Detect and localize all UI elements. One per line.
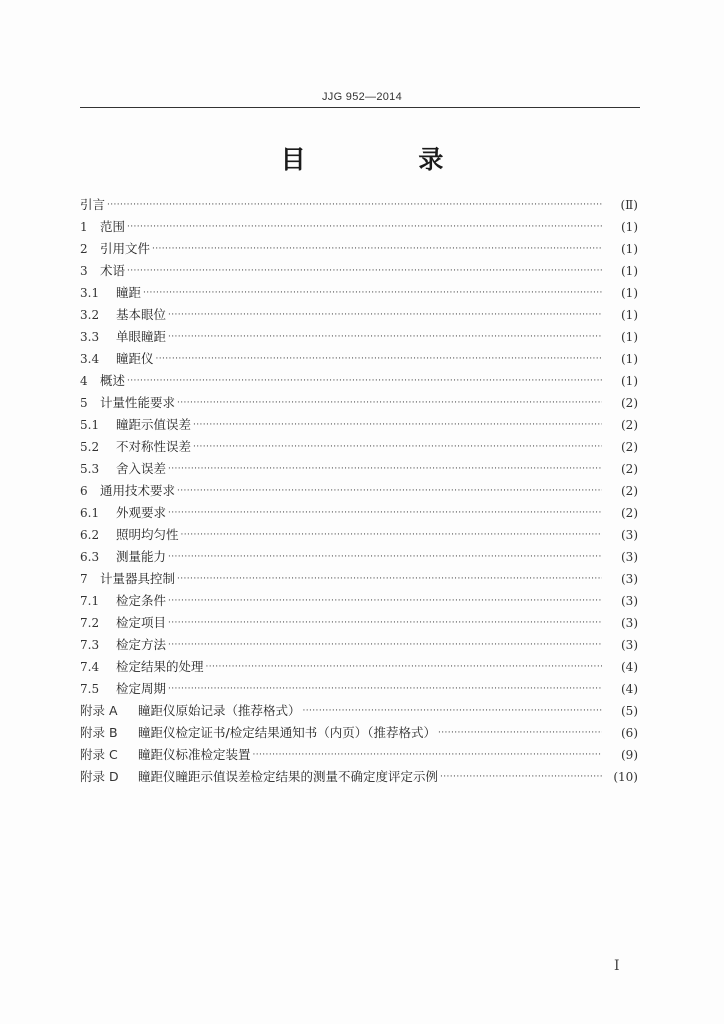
toc-entry-page: (1) [621,286,638,300]
toc-entry-label: 引言 [80,197,106,212]
toc-dot-leader [193,414,602,436]
toc-entry-page: (3) [621,550,638,564]
toc-entry-label: 检定项目 [116,615,167,630]
toc-entry-number: 7.1 [80,594,100,608]
toc-dot-leader [143,282,602,304]
toc-entry [80,304,638,326]
toc-entry-page: (4) [621,682,638,696]
toc-entry-number: 附录 A [80,703,118,718]
toc-entry-number: 附录 C [80,747,118,762]
toc-entry-number: 5.3 [80,462,100,476]
page-title: 目 录 [280,145,496,174]
toc-dot-leader [303,700,602,722]
toc-entry-number: 7.3 [80,638,100,652]
toc-entry-number: 7.2 [80,616,100,630]
toc-entry-number: 7 [80,572,88,586]
toc-entry-page: (1) [621,352,638,366]
toc-entry-label: 瞳距仪 [116,351,154,366]
page-number: I [614,958,620,974]
toc-entry-label: 舍入误差 [116,461,167,476]
toc-dot-leader [168,546,602,568]
toc-entry [80,656,638,678]
toc-entry-page: (Ⅱ) [620,198,638,212]
toc-entry [80,216,638,238]
toc-dot-leader [152,238,602,260]
toc-entry-page: (2) [621,484,638,498]
toc-entry-label: 测量能力 [116,549,167,564]
toc-dot-leader [168,612,602,634]
toc-entry-number: 6.2 [80,528,100,542]
toc-dot-leader [177,392,602,414]
toc-entry [80,678,638,700]
toc-dot-leader [253,744,602,766]
toc-entry-label: 瞳距仪标准检定装置 [138,747,251,762]
toc-dot-leader [127,370,602,392]
toc-dot-leader [107,194,602,216]
toc-entry-number: 7.5 [80,682,100,696]
toc-dot-leader [168,590,602,612]
toc-entry-label: 瞳距示值误差 [116,417,192,432]
toc-entry-page: (6) [621,726,638,740]
toc-entry [80,436,638,458]
toc-entry-page: (2) [621,440,638,454]
toc-entry [80,568,638,590]
toc-entry-number: 6.3 [80,550,100,564]
toc-entry [80,282,638,304]
toc-entry [80,700,638,722]
toc-entry-label: 检定条件 [116,593,167,608]
toc-entry [80,502,638,524]
toc-entry [80,590,638,612]
toc-entry-number: 5 [80,396,88,410]
toc-entry-label: 瞳距仪检定证书/检定结果通知书（内页）（推荐格式） [138,725,436,740]
toc-entry-number: 3.3 [80,330,100,344]
toc-dot-leader [168,502,602,524]
toc-dot-leader [168,678,602,700]
toc-entry-page: (5) [621,704,638,718]
toc-entry-label: 术语 [100,263,126,278]
toc-dot-leader [438,722,602,744]
toc-entry-page: (4) [621,660,638,674]
toc-entry-page: (3) [621,638,638,652]
toc-dot-leader [168,634,602,656]
toc-entry-label: 检定方法 [116,637,167,652]
toc-dot-leader [440,766,602,788]
toc-entry-number: 5.2 [80,440,100,454]
toc-entry-number: 3.1 [80,286,100,300]
toc-entry-page: (1) [621,220,638,234]
toc-entry-label: 范围 [100,219,126,234]
toc-entry-page: (3) [621,528,638,542]
toc-entry [80,634,638,656]
toc-entry-page: (3) [621,594,638,608]
toc-dot-leader [181,524,602,546]
toc-dot-leader [156,348,602,370]
toc-entry-label: 计量器具控制 [100,571,176,586]
toc-entry-page: (2) [621,462,638,476]
toc-dot-leader [193,436,602,458]
toc-entry-page: (2) [621,396,638,410]
toc-dot-leader [168,304,602,326]
toc-entry [80,480,638,502]
toc-entry-page: (1) [621,264,638,278]
toc-dot-leader [206,656,602,678]
toc-entry-number: 3.2 [80,308,100,322]
toc-entry-page: (3) [621,616,638,630]
toc-entry [80,744,638,766]
toc-entry-page: (1) [621,374,638,388]
toc-dot-leader [168,326,602,348]
toc-entry-label: 瞳距 [116,285,142,300]
toc-entry-number: 3.4 [80,352,100,366]
toc-entry-number: 6.1 [80,506,100,520]
toc-entry-label: 瞳距仪原始记录（推荐格式） [138,703,301,718]
toc-dot-leader [127,216,602,238]
toc-dot-leader [177,480,602,502]
toc-entry-label: 概述 [100,373,126,388]
toc-entry-page: (1) [621,330,638,344]
toc-entry-page: (3) [621,572,638,586]
toc-entry-number: 附录 B [80,725,118,740]
toc-entry-label: 检定周期 [116,681,167,696]
toc-entry-page: (2) [621,418,638,432]
toc-entry-number: 5.1 [80,418,100,432]
header-rule [80,107,640,108]
toc-entry [80,326,638,348]
toc-dot-leader [127,260,602,282]
standard-code-header: JJG 952—2014 [321,91,403,103]
toc-entry [80,612,638,634]
toc-entry-number: 1 [80,220,88,234]
toc-entry-label: 基本眼位 [116,307,167,322]
toc-entry-label: 不对称性误差 [116,439,192,454]
toc-entry-page: (10) [613,770,638,784]
toc-entry [80,766,638,788]
toc-entry-label: 照明均匀性 [116,527,179,542]
toc-entry-page: (1) [621,242,638,256]
toc-entry [80,458,638,480]
toc-entry-page: (2) [621,506,638,520]
toc-entry [80,414,638,436]
toc-entry [80,524,638,546]
toc-entry [80,546,638,568]
toc-entry-label: 外观要求 [116,505,167,520]
toc-entry-label: 瞳距仪瞳距示值误差检定结果的测量不确定度评定示例 [138,769,439,784]
toc-entry-label: 计量性能要求 [100,395,176,410]
toc-entry-page: (1) [621,308,638,322]
toc-entry-label: 引用文件 [100,241,151,256]
table-of-contents [80,194,638,788]
toc-entry-label: 单眼瞳距 [116,329,167,344]
toc-dot-leader [168,458,602,480]
toc-entry [80,238,638,260]
toc-entry [80,194,638,216]
toc-entry [80,348,638,370]
toc-entry [80,722,638,744]
toc-entry-label: 检定结果的处理 [116,659,204,674]
toc-entry-number: 7.4 [80,660,100,674]
toc-entry-number: 2 [80,242,88,256]
toc-entry-number: 6 [80,484,88,498]
toc-entry-label: 通用技术要求 [100,483,176,498]
toc-entry-page: (9) [621,748,638,762]
toc-entry [80,260,638,282]
toc-entry [80,392,638,414]
toc-entry-number: 3 [80,264,88,278]
toc-entry-number: 附录 D [80,769,119,784]
toc-entry-number: 4 [80,374,88,388]
toc-entry [80,370,638,392]
toc-dot-leader [177,568,602,590]
